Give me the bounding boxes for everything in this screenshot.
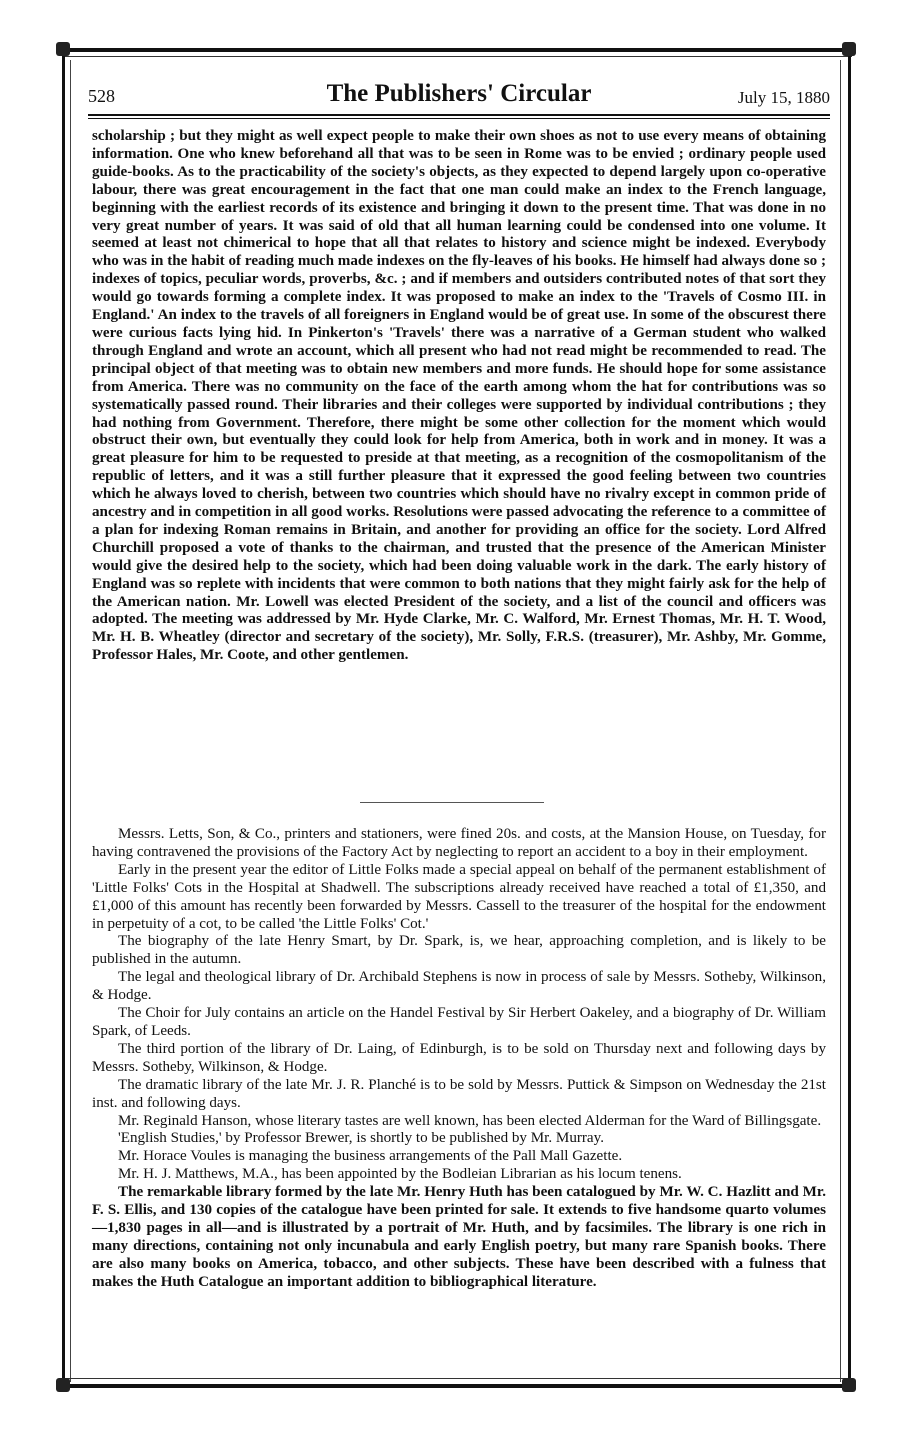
frame-top-rule [62, 48, 852, 52]
frame-left-rule [62, 48, 65, 1388]
page-title: The Publishers' Circular [326, 80, 592, 107]
section-divider [360, 802, 544, 803]
header-rule [88, 114, 830, 116]
note-item: Mr. Horace Voules is managing the business arrangements of the Pall Mall Gazette. [118, 1148, 623, 1165]
page-number: 528 [88, 86, 115, 106]
note-item: The third portion of the library of Dr. Laing, of Edinburgh, is to be sold on Thursday next and following days by Messrs. Sotheby, Wilkinson, & Hodge. [92, 1040, 826, 1075]
corner-ornament-icon [56, 42, 70, 56]
corner-ornament-icon [842, 1378, 856, 1392]
corner-ornament-icon [842, 42, 856, 56]
note-item: The remarkable library formed by the late Mr. Henry Huth has been catalogued by Mr. W. C. Hazlitt and Mr. F. S. Ellis, and 130 copies of the catalogue have been printed for sale. It extends to five handsome quarto volumes—1,830 pages in all—and is illustrated by a portrait of Mr. Huth, and by facsimiles. The library is one rich in many directions, containing not only incunabula and early English poetry, but many rare Spanish books. There are also many books on America, tobacco, and other subjects. These have been described with a fulness that makes the Huth Catalogue an important addition to bibliographical literature. [92, 1184, 826, 1290]
corner-ornament-icon [56, 1378, 70, 1392]
note-item: The Choir for July contains an article on the Handel Festival by Sir Herbert Oakeley, and a biography of Dr. William Spark, of Leeds. [92, 1005, 826, 1039]
issue-date: July 15, 1880 [737, 88, 830, 107]
page-header [88, 80, 830, 110]
note-item: 'English Studies,' by Professor Brewer, is shortly to be published by Mr. Murray. [118, 1130, 604, 1147]
frame-top-rule-inner [62, 56, 852, 57]
note-item: Mr. H. J. Matthews, M.A., has been appointed by the Bodleian Librarian as his locum tenens. [118, 1166, 682, 1183]
note-item: Early in the present year the editor of Little Folks made a special appeal on behalf of the permanent establishment of 'Little Folks' Cots in the Hospital at Shadwell. The subscriptions already received have reached a total of £1,350, and £1,000 of this amount has recently been forwarded by Messrs. Cassell to the treasurer of the hospital for the endowment in perpetuity of a cot, to be called 'the Little Folks' Cot.' [92, 861, 826, 932]
frame-bottom-rule [62, 1384, 852, 1388]
frame-bottom-rule-inner [62, 1378, 852, 1379]
news-notes [92, 826, 826, 1292]
frame-right-rule-inner [840, 60, 841, 1382]
header-rule-thin [88, 118, 830, 119]
note-item: The dramatic library of the late Mr. J. R. Planché is to be sold by Messrs. Puttick & Simpson on Wednesday the 21st inst. and following days. [92, 1076, 826, 1111]
note-item: Messrs. Letts, Son, & Co., printers and stationers, were fined 20s. and costs, at the Mansion House, on Tuesday, for having contravened the provisions of the Factory Act by neglecting to report an accident to a boy in their employment. [92, 826, 826, 860]
frame-right-rule [848, 48, 851, 1388]
article-paragraph: scholarship ; but they might as well expect people to make their own shoes as not to use every means of obtaining information. One who knew beforehand all that was to be seen in Rome was to be envied ; ordinary people used guide-books. As to the practicability of the society's objects, as they expected to depend largely upon co-operative labour, there was great encouragement in the fact that one man could make an index to the French language, beginning with the earliest records of its existence and bringing it down to the present time. That was done in no very great number of years. It was said of old that all human learning could be condensed into one volume. It seemed at least not chimerical to hope that all that relates to history and science might be indexed. Everybody who was in the habit of reading much made indexes on the fly-leaves of his books. He himself had always done so ; indexes of topics, peculiar words, proverbs, &c. ; and if members and outsiders contributed notes of that sort they would go towards forming a complete index. It was proposed to make an index to the 'Travels of Cosmo III. in England.' An index to the travels of all foreigners in England would be of great use. In some of the obscurest there were curious facts lying hid. In Pinkerton's 'Travels' there was a narrative of a German student who walked through England and wrote an account, which all present who had not read might be recommended to read. The principal object of that meeting was to obtain new members and more funds. He should hope for some assistance from America. There was no community on the face of the earth among whom the hat for contributions was so systematically passed round. Their libraries and their colleges were supported by individual contributions ; they had nothing from Government. Therefore, there might be some other collection for the moment which would obstruct their own, but eventually they could look for help from America, both in work and in money. It was a great pleasure for him to be requested to preside at that meeting, as a recognition of the cosmopolitanism of the republic of letters, and it was a still further pleasure that it expressed the good feeling between two countries which he always loved to cherish, between two countries which should have no rivalry except in common pride of ancestry and in competition in all good works. Resolutions were passed advocating the reference to a committee of a plan for indexing Roman remains in Britain, and another for providing an office for the society. Lord Alfred Churchill proposed a vote of thanks to the chairman, and trusted that the presence of the American Minister would give the desired help to the society, which had been doing valuable work in the dark. The early history of England was so replete with incidents that were common to both nations that they might fairly ask for the help of the American nation. Mr. Lowell was elected President of the society, and a list of the council and officers was adopted. The meeting was addressed by Mr. Hyde Clarke, Mr. C. Walford, Mr. Ernest Thomas, Mr. H. T. Wood, Mr. H. B. Wheatley (director and secretary of the society), Mr. Solly, F.R.S. (treasurer), Mr. Ashby, Mr. Gomme, Professor Hales, Mr. Coote, and other gentlemen. [92, 128, 826, 664]
note-item: Mr. Reginald Hanson, whose literary tastes are well known, has been elected Alderman for the Ward of Billingsgate. [118, 1112, 822, 1129]
note-item: The legal and theological library of Dr. Archibald Stephens is now in process of sale by Messrs. Sotheby, Wilkinson, & Hodge. [92, 969, 826, 1004]
frame-left-rule-inner [70, 60, 71, 1382]
note-item: The biography of the late Henry Smart, by Dr. Spark, is, we hear, approaching completion, and is likely to be published in the autumn. [92, 933, 826, 968]
